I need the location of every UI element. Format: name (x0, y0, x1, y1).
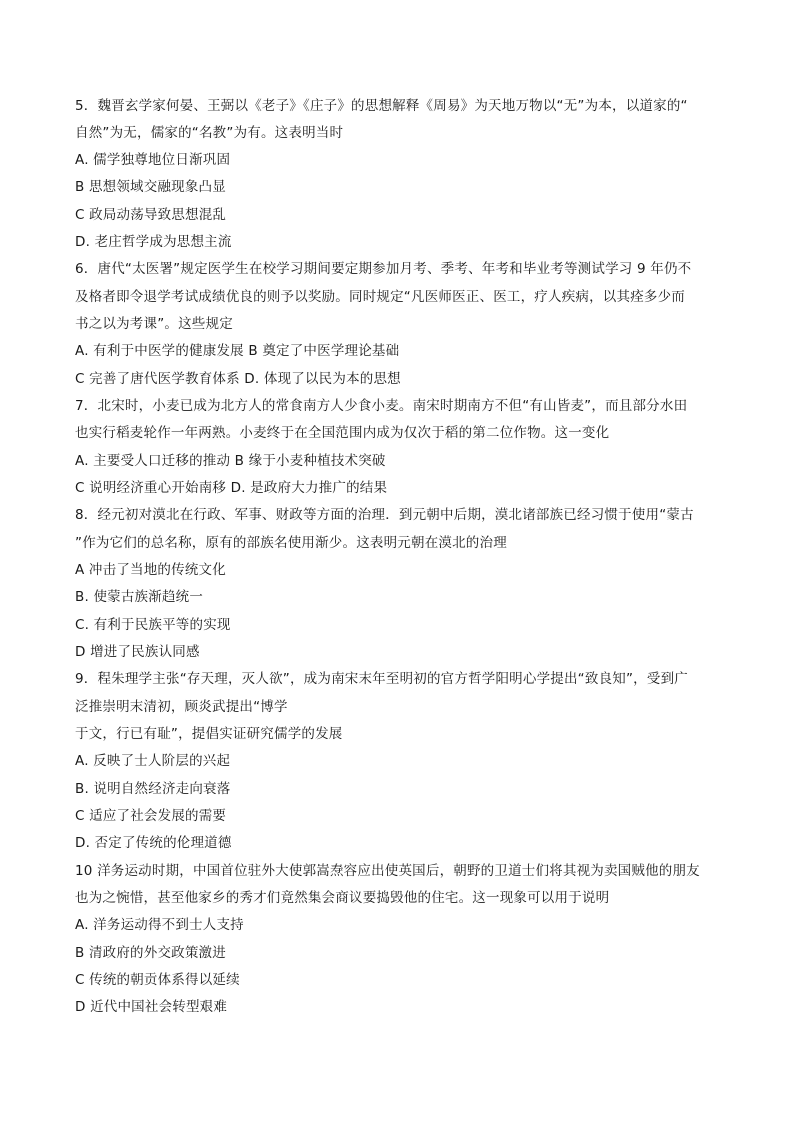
question-8-option-b: B. 使蒙古族渐趋统一 (75, 589, 204, 605)
question-9-stem-line-1: 9．程朱理学主张“存天理，灭人欲”，成为南宋末年至明初的官方哲学阳明心学提出“致良知”，受到广 (75, 671, 688, 687)
question-5-option-c: C 政局动荡导致思想混乱 (75, 207, 227, 223)
question-6-stem-line-3: 书之以为考课”。这些规定 (75, 316, 233, 332)
question-7-options-ab: A. 主要受人口迁移的推动 B 缘于小麦种植技术突破 (75, 453, 386, 469)
question-5-stem-line-2: 自然”为无，儒家的“名教”为有。这表明当时 (75, 125, 344, 141)
question-5-option-d: D. 老庄哲学成为思想主流 (75, 234, 232, 250)
question-9-stem-line-3: 于文，行已有耻”，提倡实证研究儒学的发展 (75, 726, 343, 742)
question-10-option-b: B 清政府的外交政策激进 (75, 945, 226, 961)
question-5-stem-line-1: 5．魏晋玄学家何晏、王弼以《老子》《庄子》的思想解释《周易》为天地万物以“无”为本，以道家的“ (75, 98, 688, 114)
question-6-options-cd: C 完善了唐代医学教育体系 D. 体现了以民为本的思想 (75, 371, 401, 387)
question-9-stem-line-2: 泛推崇明末清初，顾炎武提出“博学 (75, 699, 288, 715)
question-8-stem-line-1: 8．经元初对漠北在行政、军事、财政等方面的治理．到元朝中后期，漠北诸部族已经习惯于使用“蒙古 (75, 507, 694, 523)
question-9-option-c: C 适应了社会发展的需要 (75, 808, 227, 824)
question-7-stem-line-1: 7．北宋时，小麦已成为北方人的常食南方人少食小麦。南宋时期南方不但“有山皆麦”，而且部分水田 (75, 398, 688, 414)
question-8-option-a: A 冲击了当地的传统文化 (75, 562, 226, 578)
question-8-option-c: C. 有利于民族平等的实现 (75, 617, 231, 633)
question-10-stem-line-1: 10 洋务运动时期，中国首位驻外大使郭嵩焘容应出使英国后，朝野的卫道士们将其视为卖国贼他的朋友 (75, 863, 700, 879)
question-10-option-c: C 传统的朝贡体系得以延续 (75, 972, 240, 988)
question-5-option-a: A. 儒学独尊地位日渐巩固 (75, 152, 231, 168)
question-6-stem-line-2: 及格者即令退学考试成绩优良的则予以奖励。同时规定“凡医师医正、医工，疗人疾病，以其痊多少而 (75, 289, 685, 305)
question-5-option-b: B 思想领域交融现象凸显 (75, 179, 226, 195)
question-9-option-d: D. 否定了传统的伦理道德 (75, 835, 232, 851)
question-10-stem-line-2: 也为之惋惜，甚至他家乡的秀才们竟然集会商议要捣毁他的住宅。这一现象可以用于说明 (75, 890, 610, 906)
question-9-option-b: B. 说明自然经济走向衰落 (75, 781, 231, 797)
question-10-option-a: A. 洋务运动得不到士人支持 (75, 917, 244, 933)
question-7-stem-line-2: 也实行稻麦轮作一年两熟。小麦终于在全国范围内成为仅次于稻的第二位作物。这一变化 (75, 425, 610, 441)
question-6-options-ab: A. 有利于中医学的健康发展 B 奠定了中医学理论基础 (75, 343, 400, 359)
question-7-options-cd: C 说明经济重心开始南移 D. 是政府大力推广的结果 (75, 480, 388, 496)
question-6-stem-line-1: 6．唐代“太医署”规定医学生在校学习期间要定期参加月考、季考、年考和毕业考等测试学习 9 年仍不 (75, 261, 692, 277)
question-8-stem-line-2: ”作为它们的总名称，原有的部族名使用渐少。这表明元朝在漠北的治理 (75, 535, 507, 551)
question-8-option-d: D 增进了民族认同感 (75, 644, 200, 660)
question-9-option-a: A. 反映了士人阶层的兴起 (75, 753, 231, 769)
question-10-option-d: D 近代中国社会转型艰难 (75, 999, 228, 1015)
